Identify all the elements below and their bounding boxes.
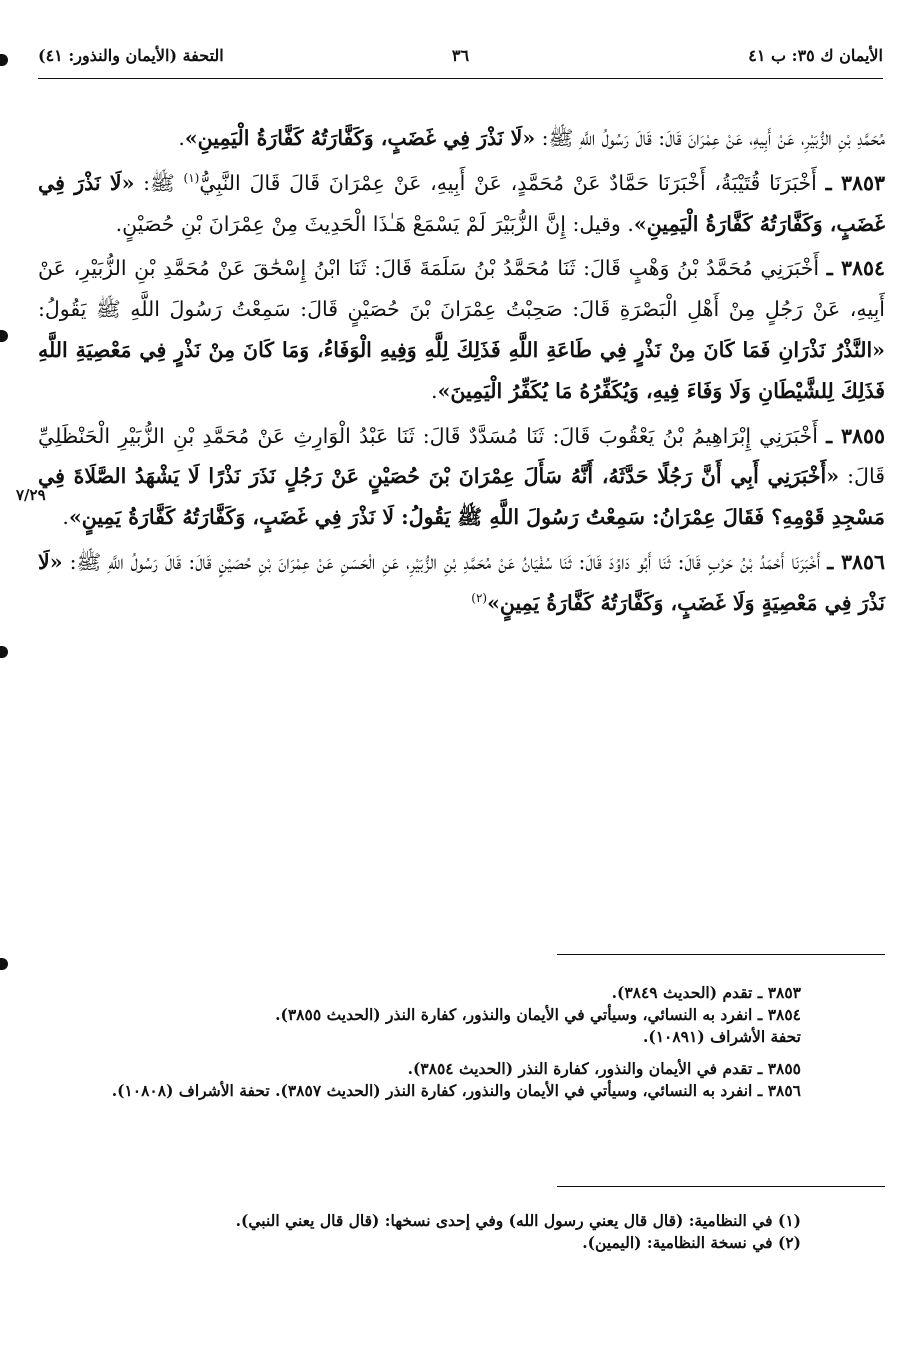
takhrij-notes [60,982,801,1102]
margin-mark [0,958,8,970]
header-tuhfa-reference: التحفة (الأيمان والنذور: ٤١) [38,46,224,65]
hadith-paragraph [38,118,885,159]
hadith-number: ٣٨٥٦ ـ [827,549,885,574]
margin-mark [0,330,8,342]
takhrij-note: ٣٨٥٥ ـ تقدم في الأيمان والنذور، كفارة النذر (الحديث ٣٨٥٤). [407,1059,801,1078]
hadith-quote: «النَّذْرُ نَذْرَانِ فَمَا كَانَ مِنْ نَذْرٍ فِي طَاعَةِ اللَّهِ فَذَلِكَ لِلَّهِ وَفِيهِ الْوَفَاءُ، وَمَا كَانَ مِنْ نَذْرٍ فِي مَعْصِيَةِ اللَّهِ فَذَلِكَ لِلشَّيْطَانِ وَلَا وَفَاءَ فِيهِ، وَيُكَفِّرُهُ مَا يُكَفِّرُ الْيَمِينَ» [38,337,885,403]
hadith-number: ٣٨٥٤ ـ [826,256,885,281]
hadith-number: ٣٨٥٣ ـ [825,170,885,195]
hadith-tail: . [431,378,438,403]
footnotes-divider [557,1186,885,1187]
header-book-reference: الأيمان ك ٣٥: ب ٤١ [748,46,883,65]
hadith-chain: أَخْبَرَنِي مُحَمَّدُ بْنُ وَهْبٍ قَالَ: ثَنَا مُحَمَّدُ بْنُ سَلَمَةَ قَالَ: ثَنَا ابْنُ إِسْحَٰقَ عَنْ مُحَمَّدِ بْنِ الزُّبَيْرِ، عَنْ أَبِيهِ، عَنْ رَجُلٍ مِنْ أَهْلِ الْبَصْرَةِ قَالَ: صَحِبْتُ عِمْرَانَ بْنَ حُصَيْنٍ قَالَ: سَمِعْتُ رَسُولَ اللَّهِ ﷺ يَقُولُ: [38,256,885,322]
takhrij-note: تحفة الأشراف (١٠٨٩١). [642,1027,801,1046]
hadith-text-body [38,118,885,628]
takhrij-note: ٣٨٥٤ ـ انفرد به النسائي، وسيأتي في الأيمان والنذور، كفارة النذر (الحديث ٣٨٥٥). [275,1005,801,1024]
page-header [38,44,883,79]
hadith-paragraph [38,416,885,538]
hadith-paragraph [38,248,885,411]
hadith-quote: «لَا نَذْرَ فِي غَضَبٍ، وَكَفَّارَتُهُ كَفَّارَةُ الْيَمِينِ» [38,170,885,236]
footnote-ref[interactable]: (٢) [471,590,488,605]
hadith-number: ٣٨٥٥ ـ [826,423,885,448]
margin-mark [0,54,8,66]
page-number: ٣٦ [451,46,470,65]
footnotes [60,1210,801,1254]
footnote: (١) في النظامية: (قال قال يعني رسول الله) وفي إحدى نسخها: (قال قال يعني النبي). [235,1211,801,1230]
hadith-quote: «أَخْبَرَنِي أَبِي أَنَّ رَجُلًا حَدَّثَهُ، أَنَّهُ سَأَلَ عِمْرَانَ بْنَ حُصَيْنٍ عَنْ رَجُلٍ نَذَرَ نَذْرًا لَا يَشْهَدُ الصَّلَاةَ فِي مَسْجِدِ قَوْمِهِ؟ فَقَالَ عِمْرَانُ: سَمِعْتُ رَسُولَ اللَّهِ ﷺ يَقُولُ: لَا نَذْرَ فِي غَضَبٍ، وَكَفَّارَتُهُ كَفَّارَةُ يَمِينٍ» [38,464,885,530]
hadith-chain: مُحَمَّدِ بْنِ الزُّبَيْرِ، عَنْ أَبِيهِ، عَنْ عِمْرَانَ قَالَ: قَالَ رَسُولُ اللَّهِ ﷺ: [535,126,885,150]
hadith-chain: أَخْبَرَنَا أَحْمَدُ بْنُ حَرْبٍ قَالَ: ثَنَا أَبُو دَاوُدَ قَالَ: ثَنَا سُفْيَانُ عَنْ مُحَمَّدِ بْنِ الزُّبَيْرِ، عَنِ الْحَسَنِ عَنْ عِمْرَانَ بْنِ حُصَيْنٍ قَالَ: قَالَ رَسُولُ اللَّهِ ﷺ: [62,549,821,574]
hadith-paragraph [38,163,885,245]
footnote-ref[interactable]: (١) [183,170,200,185]
hadith-chain: أَخْبَرَنَا قُتَيْبَةُ، أَخْبَرَنَا حَمَّادٌ عَنْ مُحَمَّدٍ، عَنْ أَبِيهِ، عَنْ عِمْرَانَ قَالَ قَالَ النَّبِيُّ [199,170,817,195]
margin-mark [0,646,8,658]
hadith-tail: . وقيل: إِنَّ الزُّبَيْرَ لَمْ يَسْمَعْ هَـٰذَا الْحَدِيثَ مِنْ عِمْرَانَ بْنِ حُصَيْنٍ. [115,211,634,236]
footnote: (٢) في نسخة النظامية: (اليمين). [582,1233,801,1252]
takhrij-note: ٣٨٥٦ ـ انفرد به النسائي، وسيأتي في الأيمان والنذور، كفارة النذر (الحديث ٣٨٥٧). تحفة الأشراف (١٠٨٠٨). [111,1081,801,1100]
side-note: ٧/٢٩ [16,486,46,504]
hadith-tail: . [178,126,185,150]
takhrij-note: ٣٨٥٣ ـ تقدم (الحديث ٣٨٤٩). [611,983,801,1002]
takhrij-divider [557,954,885,955]
hadith-tail: . [62,505,69,530]
hadith-paragraph [38,542,885,624]
hadith-chain-end: ﷺ: [134,170,184,195]
hadith-quote: «لَا نَذْرَ فِي غَضَبٍ، وَكَفَّارَتُهُ كَفَّارَةُ الْيَمِينِ» [184,126,536,150]
hadith-chain: أَخْبَرَنِي إِبْرَاهِيمُ بْنُ يَعْقُوبَ قَالَ: ثَنَا مُسَدَّدٌ قَالَ: ثَنَا عَبْدُ الْوَارِثِ عَنْ مُحَمَّدِ بْنِ الزُّبَيْرِ الْحَنْظَلِيِّ قَالَ: [38,423,885,489]
hadith-quote: «لَا نَذْرَ فِي مَعْصِيَةٍ وَلَا غَضَبٍ، وَكَفَّارَتُهُ كَفَّارَةُ يَمِينٍ» [38,549,885,615]
